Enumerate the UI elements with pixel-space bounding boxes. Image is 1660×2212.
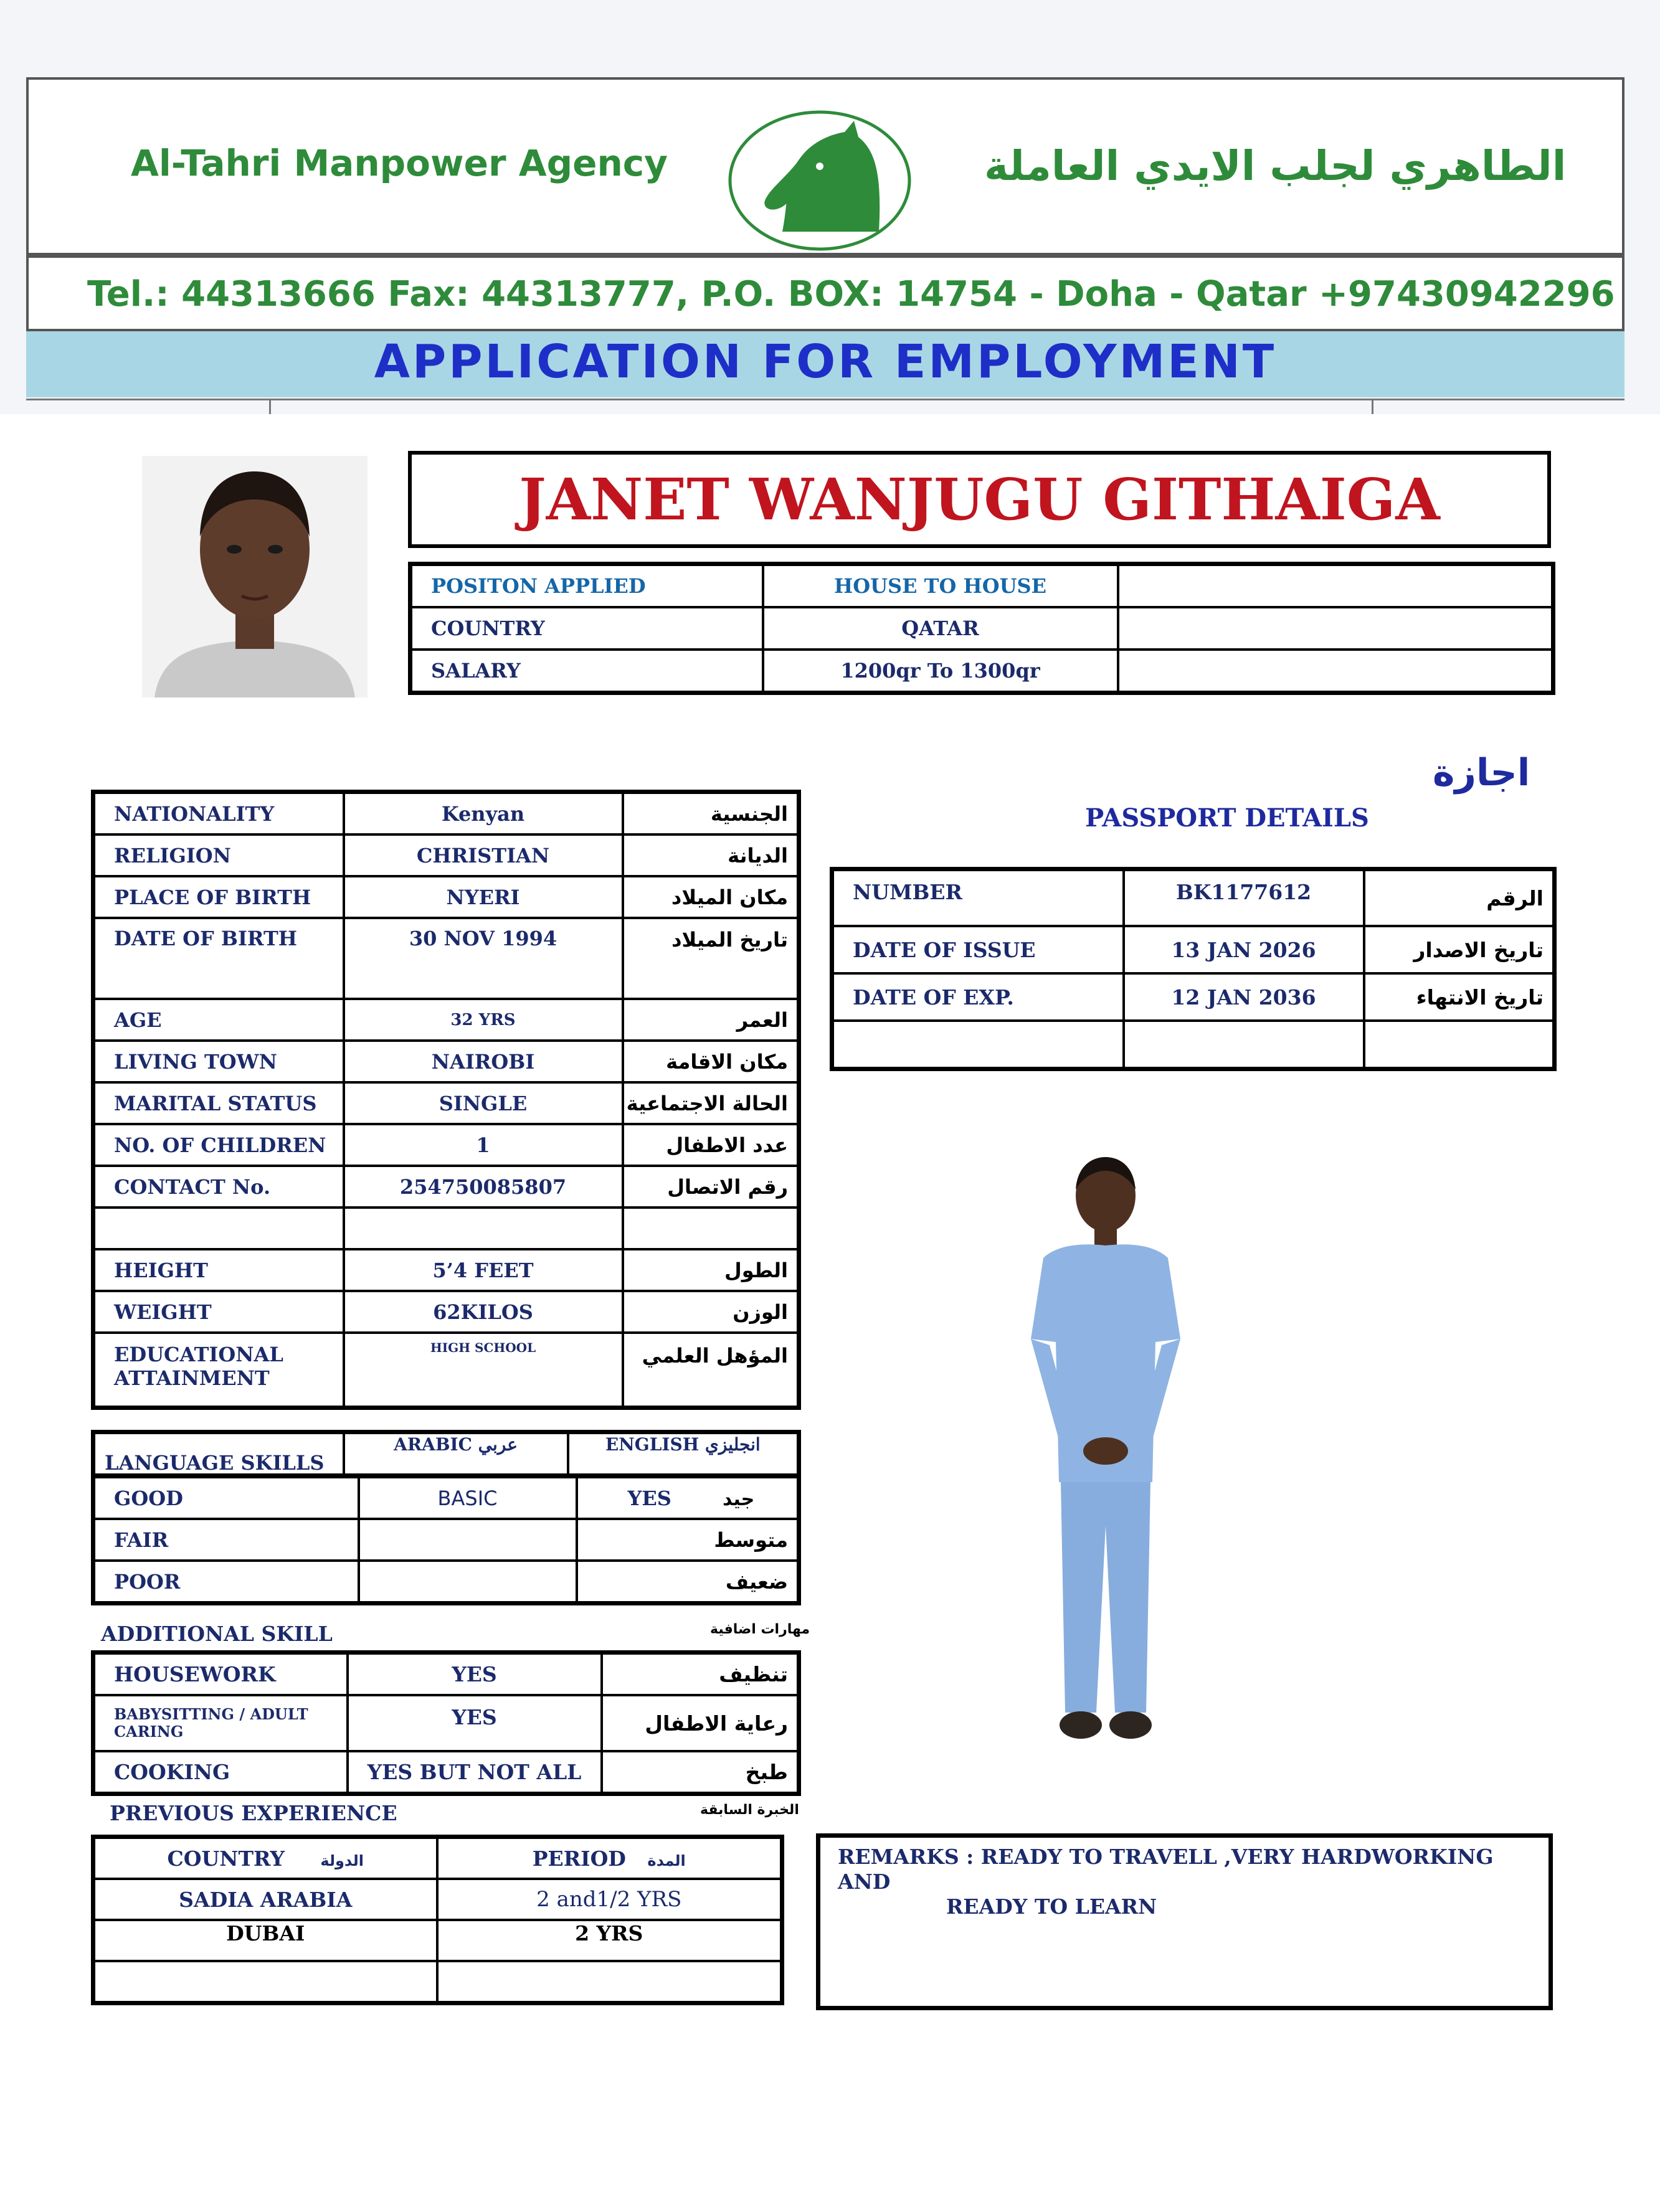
table-row [832, 1021, 1555, 1069]
weight-value: 62KILOS [344, 1291, 623, 1333]
experience-period: 2 and1/2 YRS [437, 1879, 782, 1920]
language-title: LANGUAGE SKILLS [105, 1451, 325, 1475]
passport-number-label: NUMBER [832, 869, 1124, 927]
babysitting-value: YES [348, 1695, 602, 1751]
children-label: NO. OF CHILDREN [93, 1124, 344, 1166]
experience-country: SADIA ARABIA [93, 1879, 437, 1920]
marital-status-label: MARITAL STATUS [93, 1082, 344, 1124]
empty-cell [832, 1021, 1124, 1069]
nationality-ar: الجنسية [623, 792, 799, 835]
issue-date-label: DATE OF ISSUE [832, 926, 1124, 973]
table-row [93, 1519, 799, 1561]
table-row [93, 1166, 799, 1208]
table-row [410, 607, 1553, 650]
experience-table [91, 1835, 784, 2005]
table-row [93, 1653, 799, 1696]
empty-cell [93, 1961, 437, 2003]
education-label: EDUCATIONAL ATTAINMENT [93, 1333, 344, 1407]
housework-label: HOUSEWORK [93, 1653, 348, 1696]
position-table [408, 562, 1555, 695]
fair-arabic-value [359, 1519, 577, 1561]
period-header-en: PERIOD [532, 1846, 626, 1871]
table-row [410, 650, 1553, 693]
country-header-ar: الدولة [320, 1851, 364, 1869]
dob-label: DATE OF BIRTH [93, 918, 344, 999]
table-row [93, 1695, 799, 1751]
contact-label: CONTACT No. [93, 1166, 344, 1208]
children-value: 1 [344, 1124, 623, 1166]
empty-cell [93, 1432, 344, 1476]
children-ar: عدد الاطفال [623, 1124, 799, 1166]
country-label: COUNTRY [410, 607, 763, 650]
position-label: POSITON APPLIED [410, 564, 763, 608]
babysitting-ar: رعاية الاطفال [602, 1695, 799, 1751]
housework-ar: تنظيف [602, 1653, 799, 1696]
dob-ar: تاريخ الميلاد [623, 918, 799, 999]
height-ar: الطول [623, 1249, 799, 1291]
cooking-label: COOKING [93, 1751, 348, 1794]
table-row [93, 1432, 799, 1476]
living-town-label: LIVING TOWN [93, 1041, 344, 1082]
remarks-line: READY TO LEARN [946, 1894, 1157, 1919]
poor-ar: ضعيف [577, 1561, 799, 1604]
issue-date-ar: تاريخ الاصدار [1364, 926, 1555, 973]
passport-number-value: BK1177612 [1124, 869, 1364, 927]
table-row [93, 1879, 782, 1920]
birthplace-ar: مكان الميلاد [623, 876, 799, 918]
table-row [93, 999, 799, 1041]
table-row [93, 918, 799, 999]
good-label: GOOD [93, 1477, 359, 1519]
age-label: AGE [93, 999, 344, 1041]
table-row [93, 1208, 799, 1249]
age-value: 32 YRS [344, 999, 623, 1041]
issue-date-value: 13 JAN 2026 [1124, 926, 1364, 973]
experience-title: PREVIOUS EXPERIENCE [110, 1801, 397, 1825]
table-row [93, 834, 799, 876]
table-row [93, 1920, 782, 1961]
experience-country: DUBAI [93, 1920, 437, 1961]
passport-table [830, 867, 1557, 1071]
education-value: HIGH SCHOOL [344, 1333, 623, 1407]
contact-value: 254750085807 [344, 1166, 623, 1208]
empty-cell [1118, 650, 1553, 693]
dob-value: 30 NOV 1994 [344, 918, 623, 999]
applicant-portrait-photo [142, 456, 368, 697]
country-value: QATAR [763, 607, 1118, 650]
living-town-value: NAIROBI [344, 1041, 623, 1082]
weight-ar: الوزن [623, 1291, 799, 1333]
empty-cell [623, 1208, 799, 1249]
additional-title: ADDITIONAL SKILL [101, 1622, 333, 1646]
language-header-row [91, 1430, 801, 1478]
horse-logo-icon [726, 107, 913, 254]
english-header: ENGLISH انجليزي [568, 1432, 799, 1476]
form-title: APPLICATION FOR EMPLOYMENT [374, 335, 1277, 389]
table-row [93, 792, 799, 835]
cooking-value: YES BUT NOT ALL [348, 1751, 602, 1794]
table-row [93, 1333, 799, 1407]
empty-cell [344, 1208, 623, 1249]
passport-title: PASSPORT DETAILS [1085, 803, 1369, 833]
country-header-en: COUNTRY [167, 1846, 285, 1871]
good-ar: جيد [723, 1488, 755, 1510]
living-town-ar: مكان الاقامة [623, 1041, 799, 1082]
cooking-ar: طبخ [602, 1751, 799, 1794]
table-row [93, 876, 799, 918]
empty-cell [1118, 564, 1553, 608]
passport-title-ar: اجازة [1433, 751, 1530, 795]
additional-skills-table [91, 1650, 801, 1796]
table-row [93, 1041, 799, 1082]
fair-ar: متوسط [577, 1519, 799, 1561]
agency-name-en: Al-Tahri Manpower Agency [131, 142, 668, 184]
height-label: HEIGHT [93, 1249, 344, 1291]
religion-label: RELIGION [93, 834, 344, 876]
salary-value: 1200qr To 1300qr [763, 650, 1118, 693]
expiry-date-value: 12 JAN 2036 [1124, 973, 1364, 1021]
table-row [93, 1124, 799, 1166]
arabic-header: ARABIC عربي [344, 1432, 568, 1476]
empty-cell [93, 1208, 344, 1249]
religion-ar: الديانة [623, 834, 799, 876]
personal-details-table [91, 790, 801, 1410]
education-ar: المؤهل العلمي [623, 1333, 799, 1407]
empty-cell [437, 1961, 782, 2003]
table-row [93, 1561, 799, 1604]
nationality-label: NATIONALITY [93, 792, 344, 835]
good-english-value: YES [577, 1477, 799, 1519]
applicant-full-body-photo [987, 1152, 1224, 1769]
position-value: HOUSE TO HOUSE [763, 564, 1118, 608]
experience-period: 2 YRS [437, 1920, 782, 1961]
table-row [93, 1082, 799, 1124]
birthplace-label: PLACE OF BIRTH [93, 876, 344, 918]
passport-number-ar: الرقم [1364, 869, 1555, 927]
poor-label: POOR [93, 1561, 359, 1604]
table-row [832, 926, 1555, 973]
empty-cell [1118, 607, 1553, 650]
remarks-text [838, 1845, 1535, 1919]
agency-name-ar: الطاهري لجلب الايدي العاملة [984, 142, 1567, 190]
remarks-line: REMARKS : READY TO TRAVELL ,VERY HARDWORKING AND [838, 1845, 1494, 1894]
table-row [93, 1249, 799, 1291]
babysitting-label: BABYSITTING / ADULT CARING [93, 1695, 348, 1751]
language-table [91, 1476, 801, 1605]
period-header [437, 1837, 782, 1879]
table-row [93, 1961, 782, 2003]
religion-value: CHRISTIAN [344, 834, 623, 876]
empty-cell [1364, 1021, 1555, 1069]
marital-status-value: SINGLE [344, 1082, 623, 1124]
table-row [832, 973, 1555, 1021]
salary-label: SALARY [410, 650, 763, 693]
height-value: 5’4 FEET [344, 1249, 623, 1291]
expiry-date-ar: تاريخ الانتهاء [1364, 973, 1555, 1021]
table-row [93, 1751, 799, 1794]
contact-ar: رقم الاتصال [623, 1166, 799, 1208]
experience-title-ar: الخبرة السابقة [700, 1802, 799, 1818]
table-row [93, 1837, 782, 1879]
housework-value: YES [348, 1653, 602, 1696]
empty-cell [1124, 1021, 1364, 1069]
header-cut-row [26, 399, 1624, 415]
age-ar: العمر [623, 999, 799, 1041]
good-arabic-value: BASIC [359, 1477, 577, 1519]
country-header [93, 1837, 437, 1879]
poor-arabic-value [359, 1561, 577, 1604]
table-row [832, 869, 1555, 927]
nationality-value: Kenyan [344, 792, 623, 835]
weight-label: WEIGHT [93, 1291, 344, 1333]
marital-status-ar: الحالة الاجتماعية [623, 1082, 799, 1124]
table-row [410, 564, 1553, 608]
birthplace-value: NYERI [344, 876, 623, 918]
fair-label: FAIR [93, 1519, 359, 1561]
applicant-name: JANET WANJUGU GITHAIGA [519, 466, 1440, 533]
table-row [93, 1291, 799, 1333]
agency-contact: Tel.: 44313666 Fax: 44313777, P.O. BOX: 14754 - Doha - Qatar +97430942296 [87, 274, 1615, 314]
additional-title-ar: مهارات اضافية [710, 1622, 810, 1637]
period-header-ar: المدة [647, 1851, 686, 1869]
table-row [93, 1477, 799, 1519]
expiry-date-label: DATE OF EXP. [832, 973, 1124, 1021]
